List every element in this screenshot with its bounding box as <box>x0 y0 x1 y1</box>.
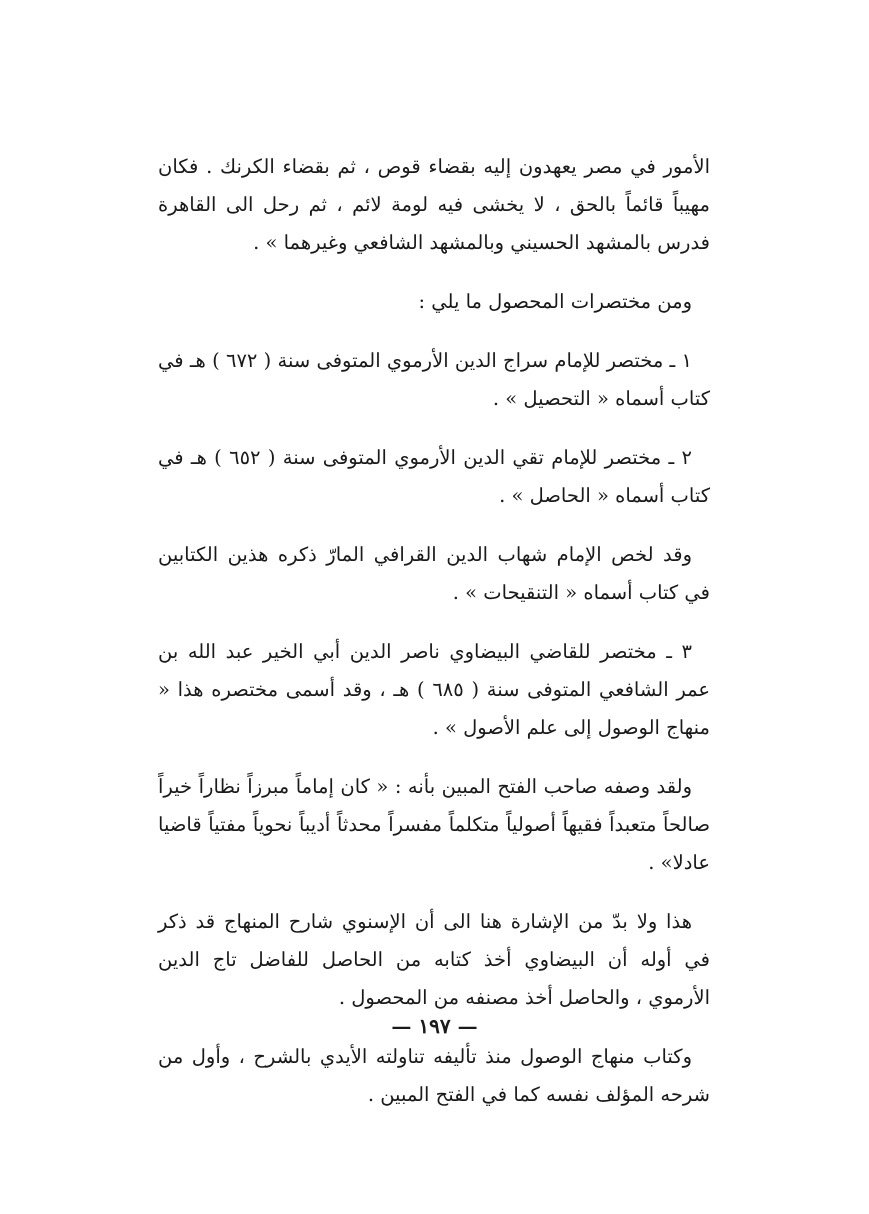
paragraph-qarafi: وقد لخص الإمام شهاب الدين القرافي المارّ ذكره هذين الكتابين في كتاب أسماه « التنقيحات » . <box>158 543 710 604</box>
page-body <box>158 148 710 1135</box>
paragraph-item-3: ٣ ـ مختصر للقاضي البيضاوي ناصر الدين أبي الخير عبد الله بن عمر الشافعي المتوفى سنة ( ٦٨٥ ) هـ ، وقد أسمى مختصره هذا « منهاج الوصول إلى علم الأصول » . <box>158 640 710 739</box>
paragraph-item-1: ١ ـ مختصر للإمام سراج الدين الأرموي المتوفى سنة ( ٦٧٢ ) هـ في كتاب أسماه « التحصيل » . <box>158 349 710 410</box>
paragraph-isnawi: هذا ولا بدّ من الإشارة هنا الى أن الإسنوي شارح المنهاج قد ذكر في أوله أن البيضاوي أخذ كتابه من الحاصل للفاضل تاج الدين الأرموي ، والحاصل أخذ مصنفه من المحصول . <box>158 910 710 1009</box>
page-number: — ١٩٧ — <box>391 1014 478 1038</box>
paragraph-commentaries: وكتاب منهاج الوصول منذ تأليفه تناولته الأيدي بالشرح ، وأول من شرحه المؤلف نفسه كما في الفتح المبين . <box>158 1045 710 1106</box>
paragraph-description: ولقد وصفه صاحب الفتح المبين بأنه : « كان إماماً مبرزاً نظاراً خيراً صالحاً متعبداً فقيهاً أصولياً متكلماً مفسراً محدثاً أديباً نحوياً مفتياً قاضيا عادلا» . <box>158 775 710 874</box>
paragraph-abridgements-intro: ومن مختصرات المحصول ما يلي : <box>418 290 692 313</box>
paragraph-continuation: الأمور في مصر يعهدون إليه بقضاء قوص ، ثم بقضاء الكرنك . فكان مهيباً قائماً بالحق ، لا يخشى فيه لومة لائم ، ثم رحل الى القاهرة فدرس بالمشهد الحسيني وبالمشهد الشافعي وغيرهما » . <box>158 155 710 254</box>
paragraph-item-2: ٢ ـ مختصر للإمام تقي الدين الأرموي المتوفى سنة ( ٦٥٢ ) هـ في كتاب أسماه « الحاصل » . <box>158 446 710 507</box>
